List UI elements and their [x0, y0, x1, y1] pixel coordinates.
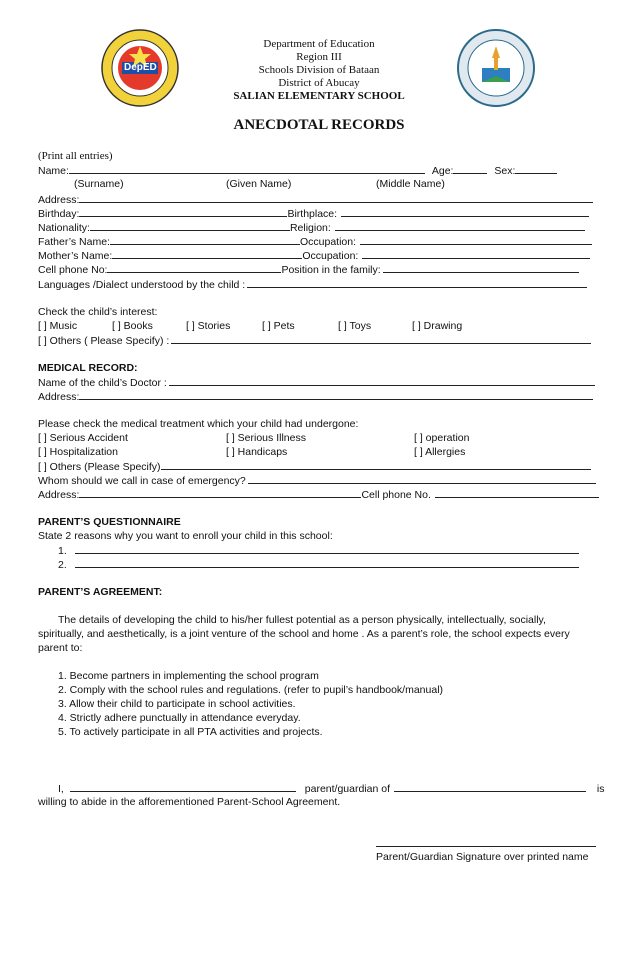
agreement-item-1: 1. Become partners in implementing the school program: [58, 670, 319, 682]
signature-line[interactable]: [376, 846, 596, 847]
medical-others-checkbox[interactable]: [ ] Others (Please Specify): [38, 461, 161, 473]
mother-occupation-field[interactable]: [362, 249, 590, 259]
agreement-item-3: 3. Allow their child to participate in school activities.: [58, 698, 296, 710]
interest-pets-checkbox[interactable]: [ ] Pets: [262, 320, 295, 332]
agreement-paragraph-line-1: The details of developing the child to his/her fullest potential as a person physically, intellectually, socially,: [58, 614, 546, 626]
age-label: Age:: [431, 165, 454, 177]
birthday-row: [38, 207, 589, 221]
reason-1-row: [58, 544, 579, 558]
given-name-caption: (Given Name): [226, 178, 292, 190]
header-district: District of Abucay: [278, 77, 360, 89]
signature-caption: Parent/Guardian Signature over printed name: [376, 851, 589, 863]
birthplace-field[interactable]: [341, 207, 589, 217]
emergency-cell-label: Cell phone No.: [361, 489, 431, 501]
hospitalization-checkbox[interactable]: [ ] Hospitalization: [38, 446, 118, 458]
interest-books-checkbox[interactable]: [ ] Books: [112, 320, 153, 332]
nationality-field[interactable]: [90, 221, 290, 231]
header-department: Department of Education: [263, 38, 375, 50]
birthday-label: Birthday:: [38, 208, 80, 220]
name-field[interactable]: [69, 164, 425, 174]
cellphone-label: Cell phone No:: [38, 264, 108, 276]
print-instruction: (Print all entries): [38, 150, 113, 162]
sex-label: Sex:: [494, 165, 516, 177]
deped-seal-inner-text: DepED: [124, 62, 157, 73]
agreement-item-4: 4. Strictly adhere punctually in attendance everyday.: [58, 712, 301, 724]
doctor-row: [38, 376, 595, 390]
agreement-paragraph-line-3: parent to:: [38, 642, 83, 654]
header-region: Region III: [296, 51, 342, 63]
reason-2-number: 2.: [58, 559, 67, 571]
reason-2-field[interactable]: [75, 558, 579, 568]
father-occupation-label: Occupation:: [299, 236, 357, 248]
serious-accident-checkbox[interactable]: [ ] Serious Accident: [38, 432, 128, 444]
interest-stories-checkbox[interactable]: [ ] Stories: [186, 320, 231, 332]
father-name-label: Father’s Name:: [38, 236, 110, 248]
family-position-field[interactable]: [383, 263, 579, 273]
signature-statement-row: [58, 782, 605, 796]
birthplace-label: Birthplace:: [287, 208, 338, 220]
sign-guardian-label: parent/guardian of: [304, 783, 390, 795]
cellphone-field[interactable]: [107, 263, 281, 273]
name-row: [38, 164, 557, 178]
interest-others-field[interactable]: [171, 334, 591, 344]
emergency-label: Whom should we call in case of emergency?: [38, 475, 246, 487]
emergency-address-label: Address:: [38, 489, 80, 501]
questionnaire-heading: PARENT’S QUESTIONNAIRE: [38, 516, 181, 528]
doctor-label: Name of the child’s Doctor :: [38, 377, 167, 389]
birthday-field[interactable]: [79, 207, 287, 217]
child-name-field[interactable]: [394, 782, 586, 792]
doctor-field[interactable]: [169, 376, 595, 386]
interest-others-checkbox[interactable]: [ ] Others ( Please Specify) :: [38, 335, 170, 347]
languages-row: [38, 278, 587, 292]
parent-name-field[interactable]: [70, 782, 296, 792]
sign-is-label: is: [596, 783, 605, 795]
address-label: Address:: [38, 194, 80, 206]
sign-i-label: I,: [58, 783, 64, 795]
age-field[interactable]: [453, 164, 487, 174]
cellphone-row: [38, 263, 579, 277]
father-occupation-field[interactable]: [360, 235, 592, 245]
mother-occupation-label: Occupation:: [302, 250, 359, 262]
interest-drawing-checkbox[interactable]: [ ] Drawing: [412, 320, 463, 332]
emergency-address-field[interactable]: [79, 488, 361, 498]
doctor-address-field[interactable]: [79, 390, 593, 400]
emergency-address-row: [38, 488, 599, 502]
father-row: [38, 235, 592, 249]
header-division: Schools Division of Bataan: [258, 64, 380, 76]
signature-statement-line-2: willing to abide in the afforementioned Parent-School Agreement.: [38, 796, 341, 808]
surname-caption: (Surname): [74, 178, 124, 190]
medical-others-field[interactable]: [161, 460, 591, 470]
religion-field[interactable]: [335, 221, 585, 231]
emergency-field[interactable]: [248, 474, 596, 484]
allergies-checkbox[interactable]: [ ] Allergies: [414, 446, 466, 458]
name-label: Name:: [38, 165, 69, 177]
mother-name-field[interactable]: [112, 249, 302, 259]
doctor-address-row: [38, 390, 593, 404]
nationality-label: Nationality:: [38, 222, 90, 234]
header-school-name: SALIAN ELEMENTARY SCHOOL: [233, 90, 405, 102]
reason-1-field[interactable]: [75, 544, 579, 554]
address-field[interactable]: [79, 193, 593, 203]
family-position-label: Position in the family:: [281, 264, 381, 276]
interest-toys-checkbox[interactable]: [ ] Toys: [338, 320, 372, 332]
reason-2-row: [58, 558, 579, 572]
interest-others-row: [38, 334, 591, 348]
agreement-item-5: 5. To actively participate in all PTA activities and projects.: [58, 726, 323, 738]
questionnaire-prompt: State 2 reasons why you want to enroll your child in this school:: [38, 530, 333, 542]
agreement-item-2: 2. Comply with the school rules and regulations. (refer to pupil’s handbook/manual): [58, 684, 444, 696]
serious-illness-checkbox[interactable]: [ ] Serious Illness: [226, 432, 306, 444]
reason-1-number: 1.: [58, 545, 67, 557]
father-name-field[interactable]: [110, 235, 300, 245]
middle-name-caption: (Middle Name): [376, 178, 445, 190]
agreement-heading: PARENT’S AGREEMENT:: [38, 586, 163, 598]
mother-name-label: Mother’s Name:: [38, 250, 113, 262]
nationality-row: [38, 221, 585, 235]
page-title: ANECDOTAL RECORDS: [233, 117, 405, 133]
doctor-address-label: Address:: [38, 391, 80, 403]
languages-field[interactable]: [247, 278, 587, 288]
agreement-paragraph-line-2: spiritually, and aesthetically, is a joint venture of the school and home . As a parent’s role, the school expects every: [38, 628, 570, 640]
interest-heading: Check the child’s interest:: [38, 306, 158, 318]
operation-checkbox[interactable]: [ ] operation: [414, 432, 470, 444]
emergency-cell-field[interactable]: [435, 488, 599, 498]
medical-record-heading: MEDICAL RECORD:: [38, 362, 138, 374]
interest-music-checkbox[interactable]: [ ] Music: [38, 320, 78, 332]
mother-row: [38, 249, 590, 263]
languages-label: Languages /Dialect understood by the child :: [38, 279, 246, 291]
sex-field[interactable]: [515, 164, 557, 174]
treatment-heading: Please check the medical treatment which your child had undergone:: [38, 418, 359, 430]
handicaps-checkbox[interactable]: [ ] Handicaps: [226, 446, 288, 458]
address-row: [38, 193, 593, 207]
medical-others-row: [38, 460, 591, 474]
religion-label: Religion:: [289, 222, 331, 234]
emergency-row: [38, 474, 596, 488]
